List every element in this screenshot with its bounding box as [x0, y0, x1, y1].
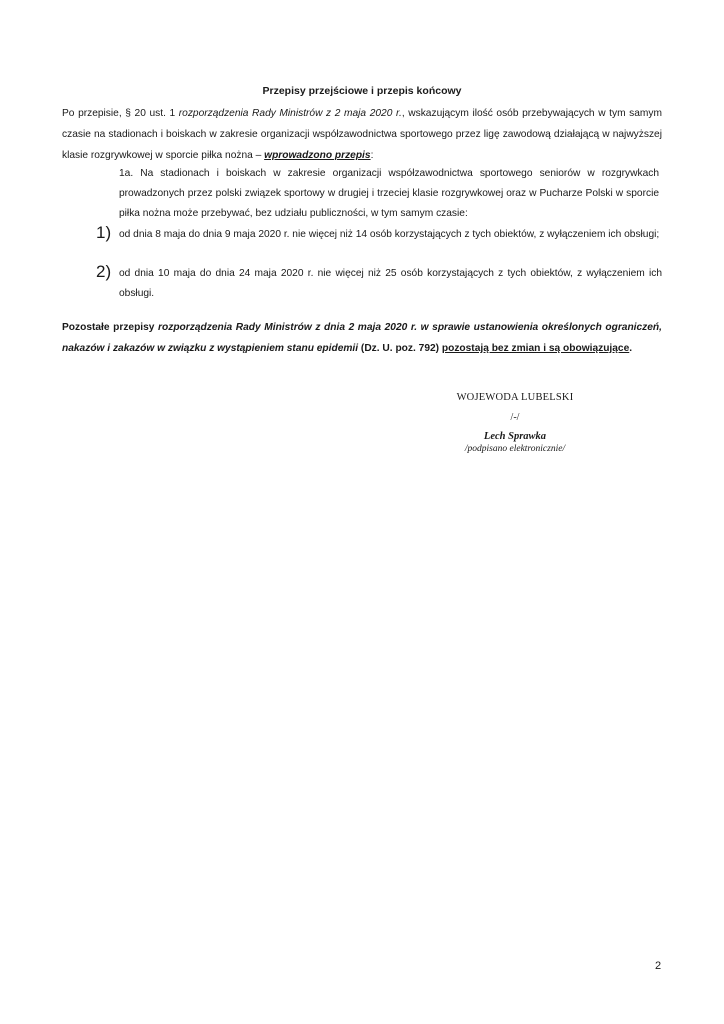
signature-office: WOJEWODA LUBELSKI: [456, 392, 574, 403]
list-item-text: od dnia 8 maja do dnia 9 maja 2020 r. nie więcej niż 14 osób korzystających z tych obiektów, z wyłączeniem ich obsługi;: [119, 229, 660, 240]
page-number: 2: [655, 960, 662, 972]
closing-paragraph: [62, 317, 662, 359]
list-item-number: 1): [96, 223, 112, 242]
intro-text-end: :: [370, 150, 374, 161]
closing-text-start: Pozostałe przepisy: [62, 322, 159, 333]
intro-text-start: Po przepisie, § 20 ust. 1: [62, 108, 179, 119]
closing-act-reference: rozporządzenia Rady Ministrów z dnia 2 maja 2020 r. w sprawie ustanowienia określonych ograniczeń, nakazów i zakazów w związku z wystąpieniem stanu epidemii: [62, 322, 662, 354]
signature-note: /podpisano elektronicznie/: [464, 444, 566, 454]
inserted-label: wprowadzono przepis: [264, 150, 371, 161]
closing-text-end: .: [629, 343, 633, 354]
intro-act-reference: rozporządzenia Rady Ministrów z 2 maja 2020 r.: [178, 108, 402, 119]
intro-paragraph: [62, 103, 662, 166]
list-item-text: od dnia 10 maja do dnia 24 maja 2020 r. nie więcej niż 25 osób korzystających z tych obiektów, z wyłączeniem ich obsługi.: [119, 268, 662, 299]
inserted-provision: 1a. Na stadionach i boiskach w zakresie organizacji współzawodnictwa sportowego seniorów w rozgrywkach prowadzonych przez polski związek sportowy w drugiej i trzeciej klasie rozgrywkowej oraz w Pucharze Polski w sporcie piłka nożna może przebywać, bez udziału publiczności, w tym samym czasie:: [119, 168, 659, 219]
closing-journal-reference: (Dz. U. poz. 792): [358, 343, 442, 354]
section-title: Przepisy przejściowe i przepis końcowy: [262, 85, 462, 97]
list-item-number: 2): [96, 262, 112, 281]
closing-underlined-text: pozostają bez zmian i są obowiązujące: [441, 343, 630, 354]
signatory-name: Lech Sprawka: [483, 431, 547, 442]
signature-mark: /-/: [510, 412, 520, 423]
intro-text-middle: , wskazującym ilość osób przebywających w tym samym czasie na stadionach i boiskach w zakresie organizacji współzawodnictwa sportowego przez ligę zawodową działającą w najwyższej klasie rozgrywkowej w sporcie piłka nożna –: [62, 108, 662, 161]
